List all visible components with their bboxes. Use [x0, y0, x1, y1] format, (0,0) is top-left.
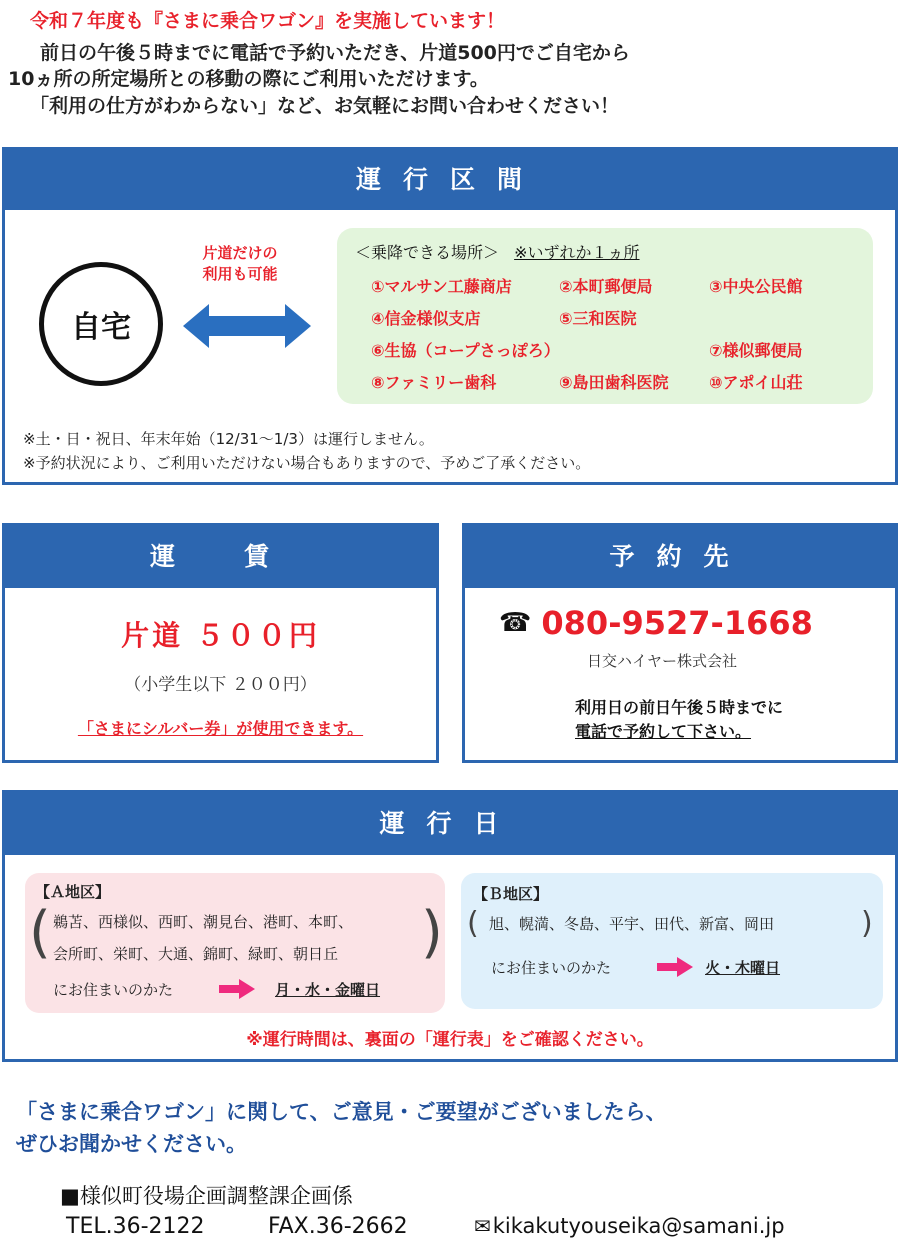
reserve-deadline-line-1: 利用日の前日午後５時までに: [575, 698, 784, 717]
reserve-company: 日交ハイヤー株式会社: [587, 652, 738, 670]
oneway-note: [195, 242, 285, 284]
telephone-icon: ☎: [499, 608, 532, 638]
route-note-1: ※土・日・祝日、年末年始（12/31〜1/3）は運行しません。: [23, 430, 434, 448]
oneway-note-line-2: 利用も可能: [202, 265, 278, 283]
oneway-note-line-1: 片道だけの: [202, 244, 278, 262]
area-a-bracket-right: ): [421, 900, 443, 965]
area-a-bracket-left: (: [29, 900, 51, 965]
area-a-box: [25, 873, 445, 1013]
days-note: ※運行時間は、裏面の「運行表」をご確認ください。: [246, 1030, 654, 1050]
home-label: 自宅: [71, 310, 131, 345]
reserve-deadline: [575, 696, 783, 744]
intro-line-2: 10ヵ所の所定場所との移動の際にご利用いただけます。: [8, 68, 489, 90]
reserve-panel: [462, 523, 898, 763]
feedback-line-2: ぜひお聞かせください。: [16, 1132, 247, 1156]
reserve-phone: 080-9527-1668: [541, 604, 813, 642]
contact-email-row: [474, 1214, 785, 1238]
place-8: ⑧ファミリー歯科: [371, 373, 497, 392]
place-9: ⑨島田歯科医院: [559, 373, 669, 392]
phone-row: [499, 604, 813, 642]
contact-tel: TEL.36-2122: [66, 1214, 205, 1239]
places-heading: ＜乗降できる場所＞: [355, 243, 500, 262]
fare-silver: 「さまにシルバー券」が使用できます。: [77, 719, 364, 738]
intro-title: 令和７年度も『さまに乗合ワゴン』を実施しています！: [30, 10, 506, 32]
intro-line-1: 前日の午後５時までに電話で予約いただき、片道500円でご自宅から: [40, 42, 630, 64]
days-panel: [2, 790, 898, 1062]
contact-email[interactable]: kikakutyouseika@samani.jp: [492, 1214, 785, 1238]
fare-child: （小学生以下 ２００円）: [124, 675, 317, 695]
route-header: 運行区間: [5, 150, 895, 210]
place-6: ⑥生協（コープさっぽろ）: [371, 341, 560, 360]
area-b-line-1: 旭、幌満、冬島、平宇、田代、新富、岡田: [489, 915, 775, 933]
area-a-days: 月・水・金曜日: [275, 981, 381, 999]
home-circle: [39, 262, 163, 386]
area-b-arrow-icon: [657, 957, 693, 977]
route-panel: [2, 147, 898, 485]
area-b-box: [461, 873, 883, 1009]
contact-fax: FAX.36-2662: [268, 1214, 408, 1239]
fare-panel: [2, 523, 439, 763]
area-b-title: 【Ｂ地区】: [473, 885, 549, 903]
places-note: ※いずれか１ヵ所: [514, 243, 640, 262]
area-b-days: 火・木曜日: [705, 959, 781, 977]
fare-header: 運 賃: [5, 526, 436, 588]
place-2: ②本町郵便局: [559, 277, 653, 296]
days-header: 運行日: [5, 793, 895, 855]
reserve-deadline-line-2: 電話で予約して下さい。: [575, 722, 752, 741]
area-a-line-1: 鵜苫、西様似、西町、潮見台、港町、本町、: [53, 913, 354, 931]
intro-line-3: 「利用の仕方がわからない」など、お気軽にお問い合わせください！: [30, 95, 620, 117]
place-4: ④信金様似支店: [371, 309, 481, 328]
places-heading-row: [355, 240, 640, 263]
envelope-icon: ✉: [474, 1214, 491, 1238]
reserve-header: 予約先: [465, 526, 895, 588]
places-box: [337, 228, 873, 404]
double-arrow-icon: [183, 302, 311, 350]
area-b-residents: にお住まいのかた: [491, 959, 612, 977]
place-3: ③中央公民館: [709, 277, 803, 296]
route-note-2: ※予約状況により、ご利用いただけない場合もありますので、予めご了承ください。: [23, 454, 591, 472]
place-1: ①マルサン工藤商店: [371, 277, 512, 296]
fare-main: 片道 ５００円: [121, 619, 320, 652]
area-b-bracket-right: ): [861, 906, 873, 941]
area-a-title: 【Ａ地区】: [35, 883, 111, 901]
area-a-arrow-icon: [219, 979, 255, 999]
area-b-bracket-left: (: [467, 906, 479, 941]
place-5: ⑤三和医院: [559, 309, 637, 328]
area-a-residents: にお住まいのかた: [53, 981, 174, 999]
contact-office: ■様似町役場企画調整課企画係: [60, 1184, 353, 1208]
place-7: ⑦様似郵便局: [709, 341, 803, 360]
feedback-line-1: 「さまに乗合ワゴン」に関して、ご意見・ご要望がございましたら、: [16, 1100, 667, 1124]
area-a-line-2: 会所町、栄町、大通、錦町、緑町、朝日丘: [53, 945, 339, 963]
place-10: ⑩アポイ山荘: [709, 373, 803, 392]
